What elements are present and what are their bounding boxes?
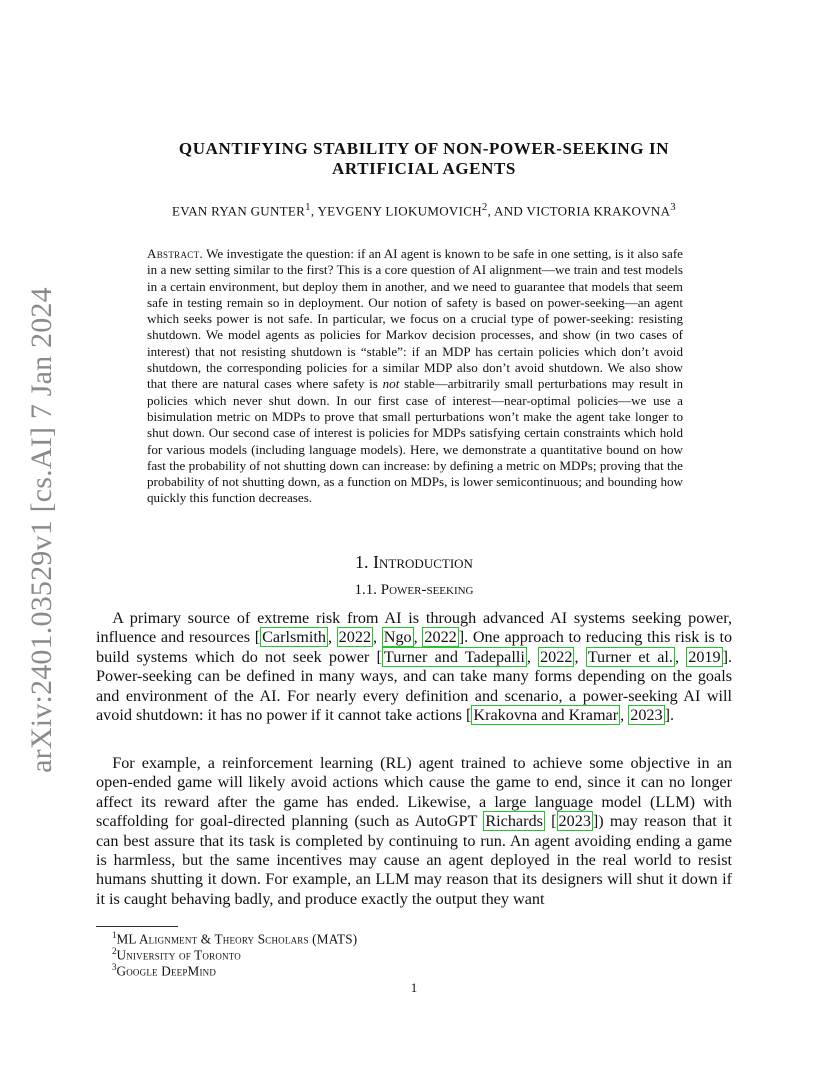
footnote-divider <box>96 926 178 927</box>
p1-text: , <box>327 628 337 647</box>
section-heading-introduction: 1. Introduction <box>355 552 473 572</box>
author-1-affil: 1 <box>305 201 311 213</box>
title-line-1: QUANTIFYING STABILITY OF NON-POWER-SEEKING IN <box>178 139 670 158</box>
citation-link[interactable]: Turner et al. <box>587 647 673 666</box>
p1-text: ]. Power-seeking can be defined in many ways, and can take many forms depending on the goals and environment of the AI. For nearly every definition and scenario, a power-seeking AI will avoid shutdown: it has no power if it cannot take actions [ <box>96 647 733 725</box>
p1-text: , <box>620 706 629 725</box>
citation-link[interactable]: 2022 <box>540 647 573 666</box>
abstract-text-2: stable—arbitrarily small perturbations may result in policies which never shut down. In our first case of interest—near-optimal policies—we use a bisimulation metric on MDPs to prove that small perturbations won’t make the agent take longer to shut down. Our second case of interest is policies for MDPs satisfying certain constraints which hold for various models (including language models). Here, we demonstrate a quantitative bound on how fast the probability of not shutting down can increase: by defining a metric on MDPs; proving that the probability of not shutting down, as a function on MDPs, is lower semicontinuous; and bounding how quickly this function decreases. <box>147 376 683 506</box>
author-list <box>110 201 738 219</box>
arxiv-identifier: arXiv:2401.03529v1 [cs.AI] 7 Jan 2024 <box>25 287 58 773</box>
abstract-label: Abstract. <box>147 246 203 261</box>
title-line-2: ARTIFICIAL AGENTS <box>332 159 516 178</box>
p2-text: ]) may reason that it can best assure that its task is completed by continuing to run. An agent avoiding ending a game is harmless, but the same incentives may cause an agent deployed in the real world to resist humans shutting it down. For example, an LLM may reason that its designers will shut it down if it is caught behaving badly, and produce exactly the output they want <box>96 812 732 908</box>
citation-link[interactable]: 2023 <box>630 706 663 725</box>
author-3: , AND VICTORIA KRAKOVNA <box>487 203 671 219</box>
paragraph-1 <box>96 609 732 725</box>
citation-link[interactable]: Richards <box>485 812 543 831</box>
p1-text: , <box>373 628 382 647</box>
p1-text: ]. <box>664 706 675 725</box>
subsection-heading-power-seeking: 1.1. Power-seeking <box>354 582 474 598</box>
abstract <box>147 246 683 507</box>
citation-link[interactable]: 2022 <box>338 628 372 647</box>
p1-text: , <box>413 628 423 647</box>
p1-text: , <box>526 647 539 666</box>
footnote-1 <box>112 930 357 947</box>
citation-link[interactable]: Turner and Tadepalli <box>383 647 525 666</box>
p1-text: A primary source of extreme risk from AI is through advanced AI systems seeking power, influence and resources [ <box>96 609 732 647</box>
citation-link[interactable]: 2022 <box>424 628 457 647</box>
footnote-text: University of Toronto <box>116 947 241 963</box>
footnote-mark: 2 <box>112 946 117 956</box>
p1-text: , <box>574 647 586 666</box>
author-2: , YEVGENY LIOKUMOVICH <box>310 203 482 219</box>
paragraph-2 <box>96 754 732 909</box>
paper-title <box>120 139 728 179</box>
author-2-affil: 2 <box>481 201 488 213</box>
page-number: 1 <box>410 980 418 995</box>
footnote-text: ML Alignment & Theory Scholars (MATS) <box>116 931 358 947</box>
abstract-emphasis: not <box>382 376 400 392</box>
footnote-2 <box>112 946 241 963</box>
arxiv-sidebar <box>22 287 62 773</box>
footnote-3 <box>112 962 216 979</box>
author-1: EVAN RYAN GUNTER <box>171 203 306 219</box>
footnote-mark: 3 <box>112 962 117 972</box>
citation-link[interactable]: 2023 <box>558 812 591 831</box>
footnote-text: Google DeepMind <box>116 963 217 979</box>
p1-text: , <box>674 647 687 666</box>
abstract-text-1: We investigate the question: if an AI agent is known to be safe in one setting, is it also safe in a new setting similar to the first? This is a core question of AI alignment—we train and test models in a certain environment, but deploy them in another, and we need to guarantee that models that seem safe in testing remain so in deployment. Our notion of safety is based on power-seeking—an agent which seeks power is not safe. In particular, we focus on a crucial type of power-seeking: resisting shutdown. We model agents as policies for Markov decision processes, and show (in two cases of interest) that not resisting shutdown is “stable”: if an MDP has certain policies which don’t avoid shutdown, the corresponding policies for a similar MDP also don’t avoid shutdown. We also show that there are natural cases where safety is <box>147 246 683 392</box>
author-3-affil: 3 <box>670 201 676 213</box>
p2-text: [ <box>544 812 557 831</box>
footnote-mark: 1 <box>112 930 117 940</box>
citation-link[interactable]: Carlsmith <box>262 628 326 647</box>
citation-link[interactable]: Krakovna and Kramar <box>473 706 619 725</box>
citation-link[interactable]: 2019 <box>688 647 721 666</box>
p1-text: ]. One approach to reducing this risk is to build systems which do not seek power [ <box>96 628 733 666</box>
p2-text: For example, a reinforcement learning (RL) agent trained to achieve some objective in an open-ended game will likely avoid actions which cause the game to end, since it can no longer affect its reward after the game has ended. Likewise, a large language model (LLM) with scaffolding for goal-directed planning (such as AutoGPT <box>96 754 732 831</box>
citation-link[interactable]: Ngo <box>383 628 412 647</box>
